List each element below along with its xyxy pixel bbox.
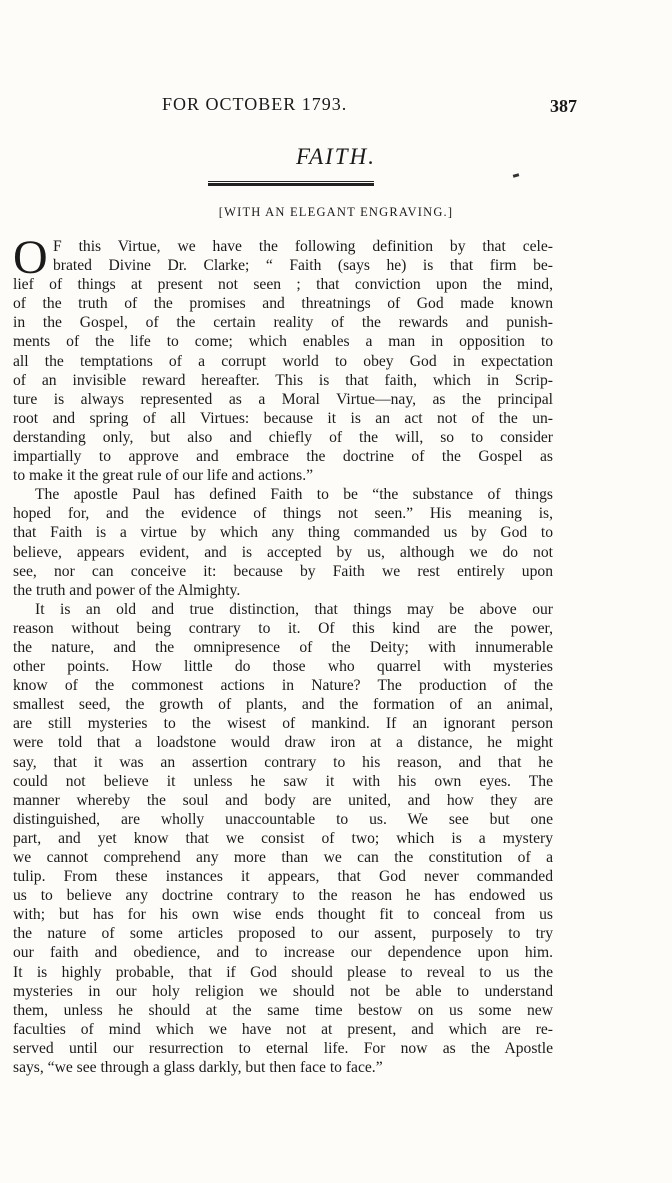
text-line: know of the commonest actions in Nature? The production of the (13, 677, 553, 695)
text-line: of the truth of the promises and threatnings of God made known (13, 295, 553, 313)
text-line: derstanding only, but also and chiefly of the will, so to consider (13, 428, 553, 446)
text-line: F this Virtue, we have the following definition by that cele- (53, 238, 553, 255)
text-line: say, that it was an assertion contrary to his reason, and that he (13, 753, 553, 771)
title-rule (208, 181, 374, 186)
page-number: 387 (550, 96, 577, 116)
text-line: other points. How little do those who quarrel with mysteries (13, 658, 553, 676)
text-line: lief of things at present not seen ; that conviction upon the mind, (13, 276, 553, 294)
text-line: us to believe any doctrine contrary to the reason he has endowed us (13, 887, 553, 905)
text-line: we cannot comprehend any more than we can the constitution of a (13, 849, 553, 866)
text-line: believe, appears evident, and is accepted by us, although we do not (13, 543, 553, 561)
text-line: It is highly probable, that if God should please to reveal to us the (13, 963, 553, 981)
text-line: tulip. From these instances it appears, that God never commanded (13, 868, 553, 886)
text-line: that Faith is a virtue by which any thing commanded us by God to (13, 524, 553, 542)
text-line: mysteries in our holy religion we should not be able to understand (13, 982, 553, 1000)
text-line: distinguished, are wholly unaccountable to us. We see but one (13, 810, 553, 828)
text-line: brated Divine Dr. Clarke; “ Faith (says he) is that firm be- (53, 257, 553, 275)
text-line: the nature, and the omnipresence of the Deity; with innumerable (13, 638, 553, 656)
running-title: FOR OCTOBER 1793. (162, 94, 348, 114)
article-body (13, 231, 553, 1077)
text-line: to make it the great rule of our life and actions.” (13, 467, 314, 485)
text-line: ture is always represented as a Moral Virtue—nay, as the principal (13, 390, 553, 408)
text-line: could not believe it unless he saw it with his own eyes. The (13, 772, 553, 790)
article-title: FAITH. (296, 144, 376, 169)
text-line: served until our resurrection to eternal life. For now as the Apostle (13, 1039, 553, 1057)
text-line: them, unless he should at the same time bestow on us some new (13, 1001, 553, 1019)
text-line: the truth and power of the Almighty. (13, 581, 241, 599)
ink-mark (513, 173, 520, 177)
text-line: in the Gospel, of the certain reality of the rewards and punish- (13, 314, 553, 332)
text-line: all the temptations of a corrupt world to obey God in expectation (13, 352, 553, 370)
text-line: impartially to approve and embrace the doctrine of the Gospel as (13, 448, 553, 466)
text-line: root and spring of all Virtues: because it is an act not of the un- (13, 409, 553, 427)
article-subtitle: [WITH AN ELEGANT ENGRAVING.] (218, 205, 454, 219)
text-line: see, nor can conceive it: because by Faith we rest entirely upon (13, 562, 553, 580)
text-line: hoped for, and the evidence of things not seen.” His meaning is, (13, 505, 553, 523)
text-line: the nature of some articles proposed to our assent, purposely to try (13, 925, 553, 943)
running-head (162, 94, 577, 120)
text-line: smallest seed, the growth of plants, and the formation of an animal, (13, 696, 553, 714)
text-line: with; but has for his own wise ends thought fit to conceal from us (13, 906, 553, 924)
text-line: of an invisible reward hereafter. This is that faith, which in Scrip- (13, 371, 553, 389)
text-line: manner whereby the soul and body are united, and how they are (13, 791, 553, 809)
text-line: faculties of mind which we have not at present, and which are re- (13, 1020, 553, 1038)
text-line: were told that a loadstone would draw iron at a distance, he might (13, 734, 553, 752)
text-line: It is an old and true distinction, that things may be above our (35, 600, 553, 618)
text-line: says, “we see through a glass darkly, but then face to face.” (13, 1059, 383, 1077)
drop-cap: O (13, 231, 48, 284)
text-line: part, and yet know that we consist of two; which is a mystery (13, 829, 553, 847)
text-line: are still mysteries to the wisest of mankind. If an ignorant person (13, 715, 553, 733)
text-line: ments of the life to come; which enables a man in opposition to (13, 333, 553, 351)
text-line: reason without being contrary to it. Of this kind are the power, (13, 619, 553, 637)
text-line: The apostle Paul has defined Faith to be “the substance of things (35, 486, 553, 504)
text-line: our faith and obedience, and to increase our dependence upon him. (13, 944, 553, 962)
